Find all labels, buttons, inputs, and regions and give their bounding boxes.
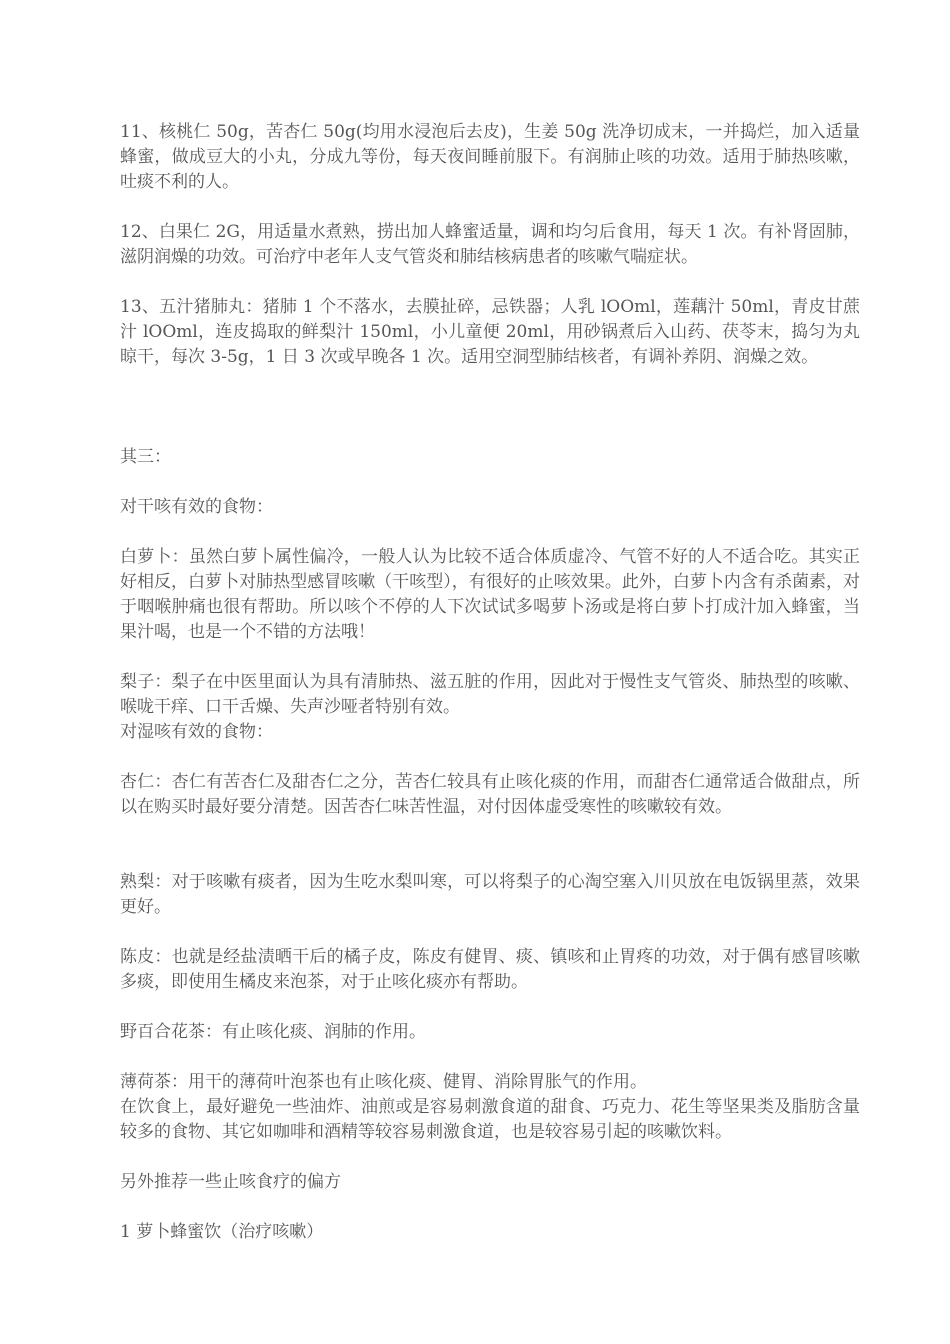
section-heading-part-three: 其三： [120,447,171,467]
paragraph-mint-tea: 薄荷茶：用干的薄荷叶泡茶也有止咳化痰、健胃、消除胃胀气的作用。 [120,1072,647,1092]
paragraph-diet-advice: 在饮食上，最好避免一些油炸、油煎或是容易刺激食道的甜食、巧克力、花生等坚果类及脂肪含量较多的食物、其它如咖啡和酒精等较容易刺激食道，也是较容易引起的咳嗽饮料。 [120,1097,860,1142]
paragraph-pear: 梨子：梨子在中医里面认为具有清肺热、滋五脏的作用，因此对于慢性支气管炎、肺热型的咳嗽、喉咙干痒、口干舌燥、失声沙哑者特别有效。 [120,672,860,717]
paragraph-white-radish: 白萝卜：虽然白萝卜属性偏冷，一般人认为比较不适合体质虚冷、气管不好的人不适合吃。其实正好相反，白萝卜对肺热型感冒咳嗽（干咳型），有很好的止咳效果。此外，白萝卜内含有杀菌素，对于咽喉肿痛也很有帮助。所以咳个不停的人下次试试多喝萝卜汤或是将白萝卜打成汁加入蜂蜜，当果汁喝，也是一个不错的方法哦！ [120,547,860,642]
paragraph-recipe-11: 11、核桃仁 50g，苦杏仁 50g(均用水浸泡后去皮)，生姜 50g 洗净切成末，一并捣烂，加入适量蜂蜜，做成豆大的小丸，分成九等份，每天夜间睡前服下。有润肺止咳的功效。适用于肺热咳嗽，吐痰不利的人。 [120,122,860,192]
subheading-dry-cough-foods: 对干咳有效的食物： [120,497,273,517]
paragraph-almond: 杏仁：杏仁有苦杏仁及甜杏仁之分，苦杏仁较具有止咳化痰的作用，而甜杏仁通常适合做甜点，所以在购买时最好要分清楚。因苦杏仁味苦性温，对付因体虚受寒性的咳嗽较有效。 [120,772,860,817]
paragraph-remedies-intro: 另外推荐一些止咳食疗的偏方 [120,1172,341,1192]
paragraph-cooked-pear: 熟梨：对于咳嗽有痰者，因为生吃水梨叫寒，可以将梨子的心淘空塞入川贝放在电饭锅里蒸，效果更好。 [120,872,860,917]
paragraph-lily-tea: 野百合花茶：有止咳化痰、润肺的作用。 [120,1022,426,1042]
paragraph-remedy-1: 1 萝卜蜂蜜饮（治疗咳嗽） [120,1222,324,1242]
paragraph-recipe-13: 13、五汁猪肺丸：猪肺 1 个不落水，去膜扯碎，忌铁器；人乳 lOOml，莲藕汁 50ml，青皮甘蔗汁 lOOml，连皮捣取的鲜梨汁 150ml，小儿童便 20ml，用砂锅煮后入山药、茯苓末，捣匀为丸晾干，每次 3-5g，1 日 3 次或早晚各 1 次。适用空洞型肺结核者，有调补养阴、润燥之效。 [120,297,860,367]
subheading-wet-cough-foods: 对湿咳有效的食物： [120,722,273,742]
paragraph-recipe-12: 12、白果仁 2G，用适量水煮熟，捞出加人蜂蜜适量，调和均匀后食用，每天 1 次。有补肾固肺，滋阴润燥的功效。可治疗中老年人支气管炎和肺结核病患者的咳嗽气喘症状。 [120,222,860,267]
paragraph-tangerine-peel: 陈皮：也就是经盐渍晒干后的橘子皮，陈皮有健胃、痰、镇咳和止胃疼的功效，对于偶有感冒咳嗽多痰，即使用生橘皮来泡茶，对于止咳化痰亦有帮助。 [120,947,860,992]
